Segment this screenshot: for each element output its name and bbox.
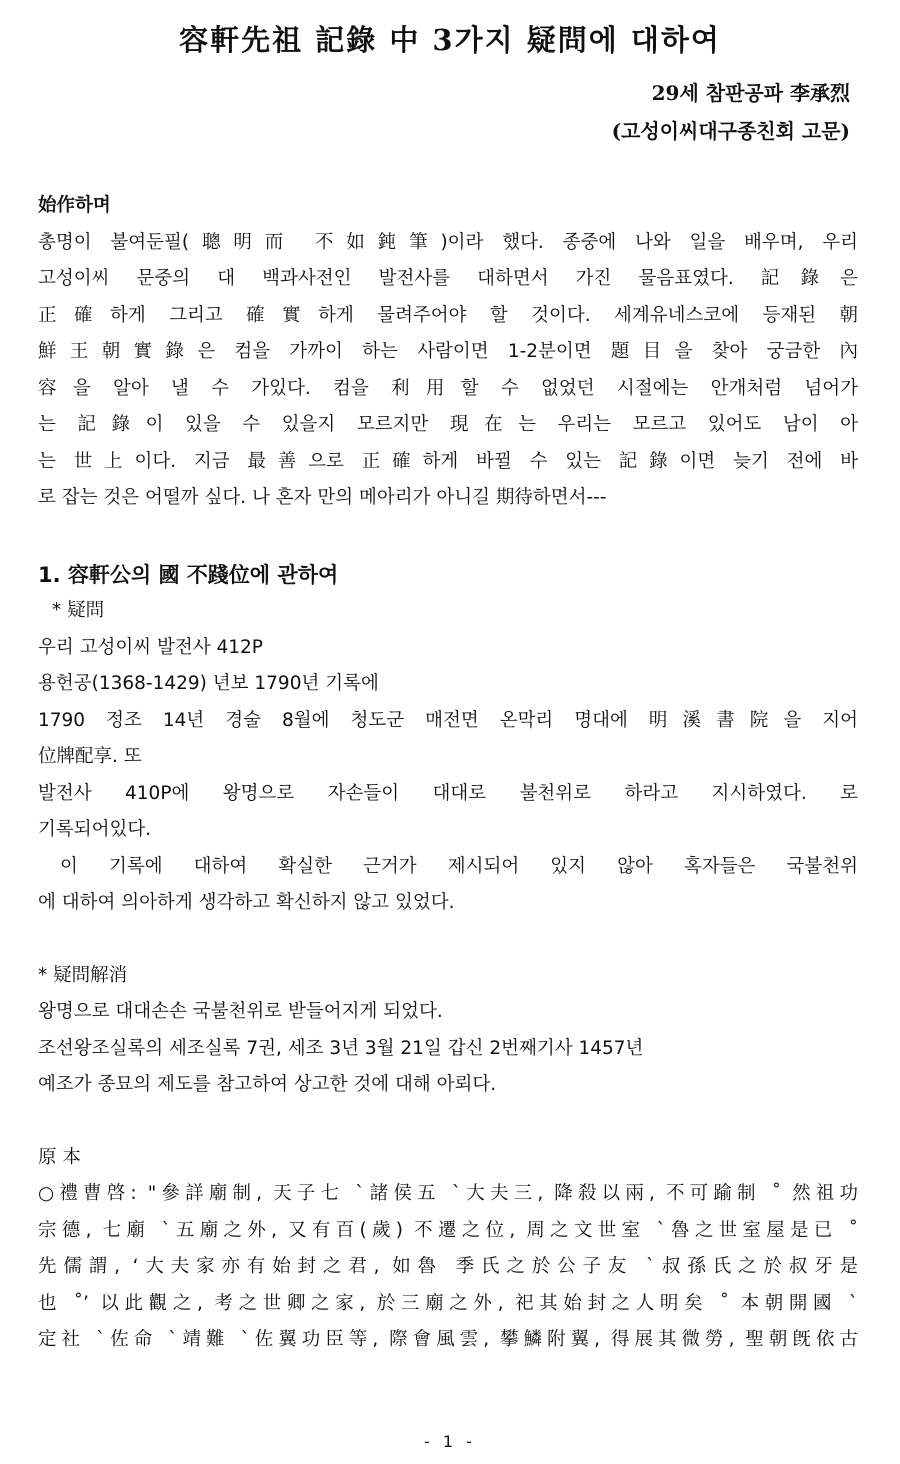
question-line: 발전사 410P에 왕명으로 자손들이 대대로 불천위로 하라고 지시하였다. 로 — [38, 782, 858, 804]
resolution-line: 조선왕조실록의 세조실록 7권, 세조 3년 3월 21일 갑신 2번째기사 1457년 — [38, 1037, 644, 1059]
author-block — [612, 74, 850, 150]
original-text-line: 先儒謂, ‘大夫家亦有始封之君, 如魯 季氏之於公子友 `叔孫氏之於叔牙是 — [38, 1256, 858, 1277]
document-title: 容軒先祖 記錄 中 3가지 疑問에 대하여 — [179, 23, 721, 57]
resolution-label: * 疑問解消 — [38, 964, 128, 986]
document-body — [38, 188, 858, 1359]
question-line: 에 대하여 의아하게 생각하고 확신하지 않고 있었다. — [38, 892, 455, 913]
question-line: 이 기록에 대하여 확실한 근거가 제시되어 있지 않아 혹자들은 국불천위 — [60, 855, 858, 877]
intro-line: 로 잡는 것은 어떨까 싶다. 나 혼자 만의 메아리가 아니길 期待하면서--- — [38, 487, 607, 508]
original-text-label: 原 本 — [38, 1146, 81, 1168]
resolution-paragraph — [38, 994, 858, 1104]
original-text-paragraph — [38, 1176, 858, 1359]
question-paragraph — [38, 630, 858, 922]
original-text-line: 宗德, 七廟 `五廟之外, 又有百(歲) 不遷之位, 周之文世室 `魯之世室屋是已 ˚ — [38, 1219, 858, 1241]
page-number: - 1 - — [424, 1432, 476, 1451]
author-affiliation: (고성이씨대구종친회 고문) — [611, 119, 850, 143]
intro-line: 고성이씨 문중의 대 백과사전인 발전사를 대하면서 가진 물음표였다. 記錄은 — [38, 268, 858, 289]
section-heading: 1. 容軒公의 國 不踐位에 관하여 — [38, 562, 339, 587]
original-text-line: 也 ˚’ 以此觀之, 考之世卿之家, 於三廟之外, 祀其始封之人明矣 ˚ 本朝開國 ` — [38, 1292, 858, 1314]
question-line: 1790 정조 14년 경술 8월에 청도군 매전면 온막리 명대에 明溪書院을 지어 — [38, 709, 858, 731]
intro-line: 容을 알아 낼 수 가있다. 컴을 利用할 수 없었던 시절에는 안개처럼 넘어가 — [38, 377, 858, 399]
intro-line: 는 記錄이 있을 수 있을지 모르지만 現在는 우리는 모르고 있어도 남이 아 — [38, 414, 858, 435]
intro-paragraph — [38, 225, 858, 517]
question-line: 우리 고성이씨 발전사 412P — [38, 636, 263, 658]
intro-heading: 始作하며 — [38, 195, 111, 216]
original-text-line: ○禮曹啓: "參詳廟制, 天子七 `諸侯五 `大夫三, 降殺以兩, 不可踰制 ˚ 然祖功 — [38, 1183, 858, 1204]
author-name: 29세 참판공파 李承烈 — [651, 81, 850, 105]
intro-line: 正確하게 그리고 確實하게 물려주어야 할 것이다. 세계유네스코에 등재된 朝 — [38, 304, 858, 326]
resolution-line: 예조가 종묘의 제도를 참고하여 상고한 것에 대해 아뢰다. — [38, 1074, 497, 1095]
question-line: 용헌공(1368-1429) 년보 1790년 기록에 — [38, 673, 379, 694]
intro-line: 鮮王朝實錄은 컴을 가까이 하는 사람이면 1-2분이면 題目을 찾아 궁금한 內 — [38, 341, 858, 362]
intro-line: 는 世上이다. 지금 最善으로 正確하게 바뀔 수 있는 記錄이면 늦기 전에 바 — [38, 450, 858, 472]
intro-line: 총명이 불여둔필(聰明而 不如鈍筆)이라 했다. 종중에 나와 일을 배우며, 우리 — [38, 231, 858, 253]
resolution-line: 왕명으로 대대손손 국불천위로 받들어지게 되었다. — [38, 1001, 443, 1022]
question-label: * 疑問 — [52, 600, 105, 621]
question-line: 기록되어있다. — [38, 819, 152, 840]
original-text-line: 定社 `佐命 `靖難 `佐翼功臣等, 際會風雲, 攀鱗附翼, 得展其微勞, 聖朝旣依古 — [38, 1329, 858, 1350]
question-line: 位牌配享. 또 — [38, 746, 142, 767]
